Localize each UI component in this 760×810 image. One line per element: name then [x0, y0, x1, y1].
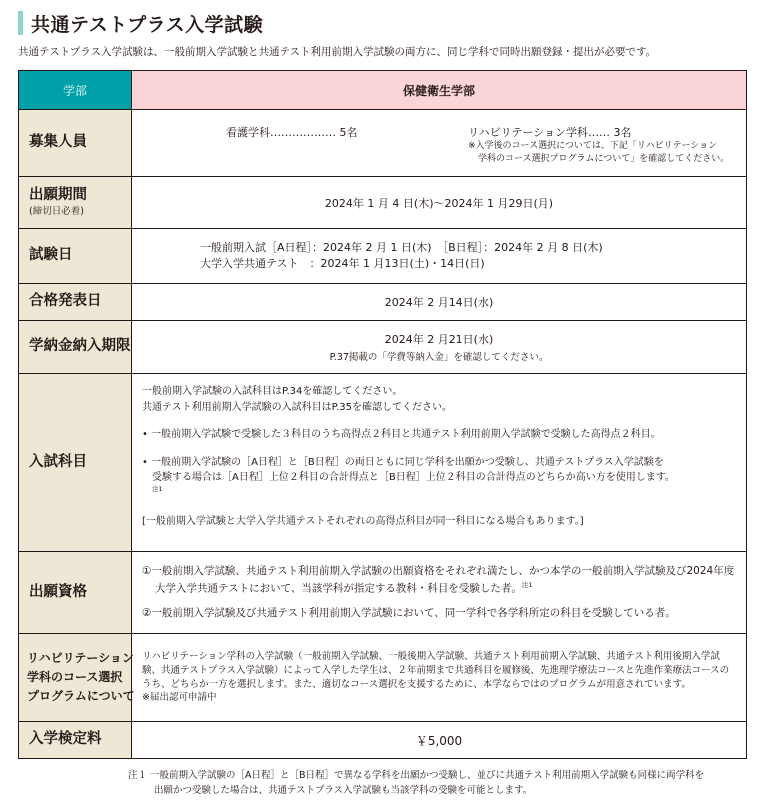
rehab-program-cell — [132, 634, 747, 722]
eligibility-item-2: ②一般前期入学試験及び共通テスト利用前期入学試験において、同一学科で各学科所定の科目を受験している者。 — [142, 607, 676, 620]
title-accent-bar — [18, 11, 23, 35]
page-title-block — [18, 10, 263, 36]
rehab-program-label: リハビリテーション 学科のコース選択 プログラムについて — [19, 634, 132, 722]
capacity-note: ※入学後のコース選択については、下記「リハビリテーション 学科のコース選択プログラムについて」を確認してください。 — [468, 141, 730, 165]
period-label: 出願期間 (締切日必着) — [19, 177, 132, 229]
period-value: 2024年 1 月 4 日(木)～2024年 1 月29日(月) — [132, 177, 747, 229]
period-sublabel: (締切日必着) — [29, 206, 84, 218]
payment-deadline-value: 2024年 2 月21日(水) — [384, 333, 494, 346]
subjects-cell — [132, 374, 747, 552]
footnote — [128, 768, 704, 798]
faculty-header-value: 保健衛生学部 — [132, 71, 747, 110]
subjects-general-ref: 一般前期入学試験の入試科目はP.34を確認してください。 — [142, 386, 403, 397]
capacity-cell — [132, 110, 747, 177]
exam-date-cell — [132, 229, 747, 284]
subjects-bullet-2: • 一般前期入学試験の［A日程］と［B日程］の両日ともに同じ学科を出願かつ受験し、共通テストプラス入学試験を — [142, 456, 664, 468]
payment-deadline-cell — [132, 321, 747, 374]
footnote-line-1: 注１ 一般前期入学試験の［A日程］と［B日程］で異なる学科を出願かつ受験し、並びに共通テスト利用前期入学試験も同様に両学科を — [128, 770, 705, 781]
nursing-capacity: 看護学科……………… 5名 — [226, 126, 358, 139]
payment-deadline-label: 学納金納入期限 — [19, 321, 132, 374]
exam-date-general: 一般前期入試［A日程］：2024年 2 月 1 日(木) ［B日程］：2024年 2 月 8 日(木) — [200, 240, 603, 254]
subjects-common-ref: 共通テスト利用前期入学試験の入試科目はP.35を確認してください。 — [142, 401, 452, 413]
result-date-label: 合格発表日 — [19, 284, 132, 321]
eligibility-item-1: ①一般前期入学試験、共通テスト利用前期入学試験の出願資格をそれぞれ満たし、かつ本学の一般前期入学試験及び2024年度大学入学共通テストにおいて、当該学科が指定する教科・科目を受験した者。$^{注1}$ — [142, 565, 735, 595]
subjects-bullet-1: • 一般前期入学試験で受験した３科目のうち高得点２科目と共通テスト利用前期入学試験で受験した高得点２科目。 — [142, 429, 661, 440]
exam-info-table — [18, 70, 747, 759]
faculty-header-label: 学部 — [19, 71, 132, 110]
intro-text: 共通テストプラス入学試験は、一般前期入学試験と共通テスト利用前期入学試験の両方に、同じ学科で同時出願登録・提出が必要です。 — [18, 46, 657, 58]
footnote-line-2: 出願かつ受験した場合は、共通テストプラス入学試験も当該学科の受験を可能とします。 — [154, 785, 533, 797]
subjects-footnote-mark: 注1 — [152, 484, 163, 493]
fee-label: 入学検定料 — [19, 722, 132, 759]
fee-value: ￥5,000 — [132, 722, 747, 759]
exam-date-label: 試験日 — [19, 229, 132, 284]
eligibility-cell — [132, 552, 747, 634]
page-title: 共通テストプラス入学試験 — [31, 13, 264, 36]
rehab-program-text: リハビリテーション学科の入学試験（一般前期入学試験、一般後期入学試験、共通テスト利用前期入学試験、共通テスト利用後期入学試験、共通テストプラス入学試験）によって入学した学生は、２年前期まで共通科目を履修後、先進理学療法コースと先進作業療法コースのうち、どちらか一方を選択します。また、適切なコース選択を支援するために、本学ならではのプログラムが用意されています。 — [142, 650, 730, 690]
capacity-label: 募集人員 — [19, 110, 132, 177]
result-date-value: 2024年 2 月14日(水) — [132, 284, 747, 321]
subjects-bullet-2-cont: 受験する場合は［A日程］上位２科目の合計得点と［B日程］上位２科目の合計得点のどちらか高い方を使用します。 — [152, 472, 675, 483]
subjects-label: 入試科目 — [19, 374, 132, 552]
rehab-program-note: ※届出認可申請中 — [142, 692, 217, 704]
exam-date-common-test: 大学入学共通テスト ：2024年 1 月13日(土)・14日(日) — [200, 257, 485, 270]
payment-deadline-note: P.37掲載の「学費等納入金」を確認してください。 — [329, 352, 549, 363]
eligibility-label: 出願資格 — [19, 552, 132, 634]
subjects-note: [一般前期入学試験と大学入学共通テストそれぞれの高得点科目が同一科目になる場合もあります。] — [142, 516, 584, 527]
rehab-capacity: リハビリテーション学科…… 3名 — [468, 126, 632, 139]
